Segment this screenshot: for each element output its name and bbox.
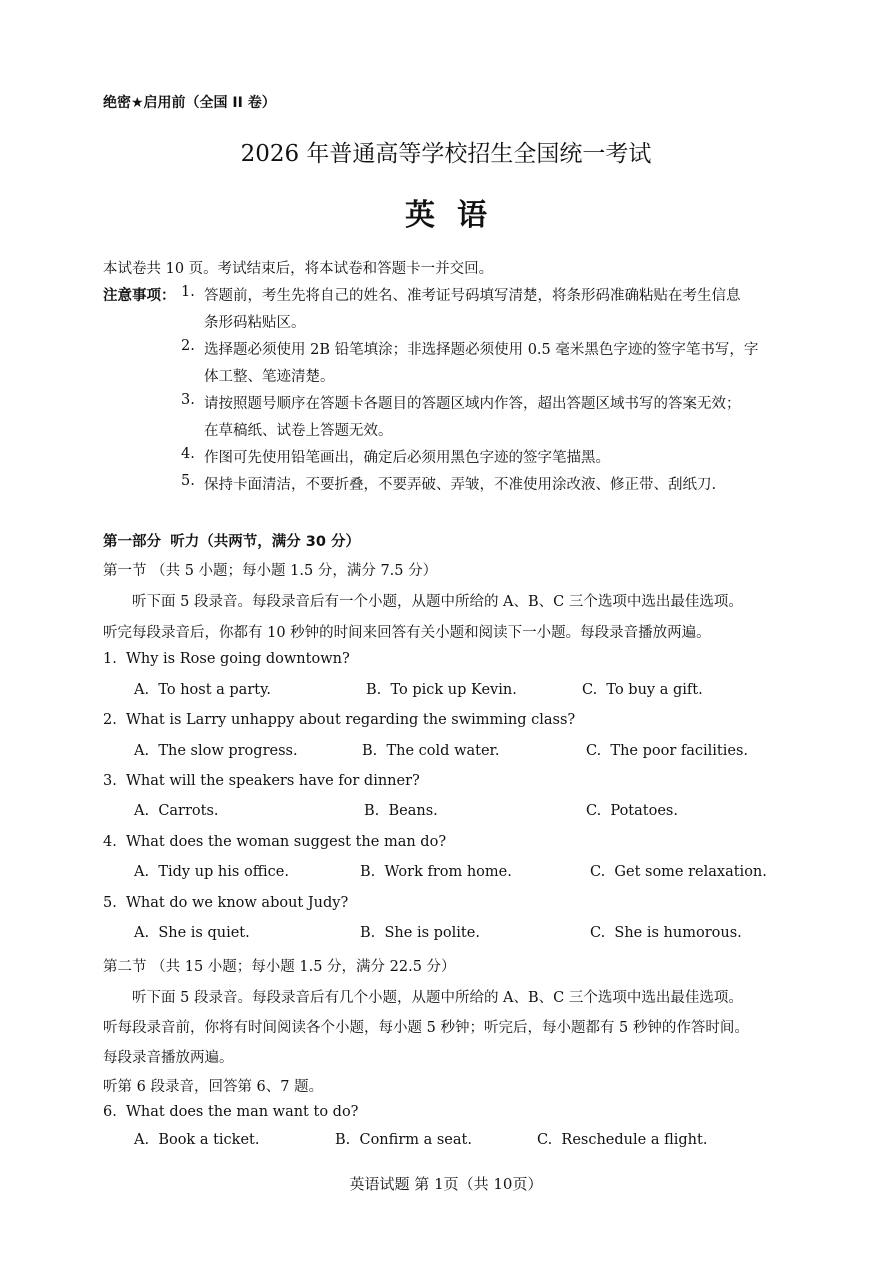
intro-text: 本试卷共 10 页。考试结束后，将本试卷和答题卡一并交回。 [103, 261, 494, 277]
q2-option-c[interactable] [586, 743, 748, 759]
q4-option-c-text: Get some relaxation. [614, 864, 767, 880]
q2-option-b[interactable] [362, 743, 499, 759]
q5-option-b-letter: B. [360, 925, 376, 941]
q2-option-b-text: The cold water. [386, 743, 500, 759]
q1-option-c[interactable] [582, 682, 703, 698]
q6-option-b-text: Confirm a seat. [359, 1132, 472, 1148]
section2-instruction-2: 听每段录音前，你将有时间阅读各个小题，每小题 5 秒钟；听完后，每小题都有 5 秒钟的作答时间。 [103, 1020, 749, 1036]
q6-option-b[interactable] [335, 1132, 472, 1148]
q1-option-a-letter: A. [134, 682, 150, 698]
q4-option-b-letter: B. [360, 864, 376, 880]
q6-option-c-text: Reschedule a flight. [561, 1132, 708, 1148]
note-2-line-1: 选择题必须使用 2B 铅笔填涂；非选择题必须使用 0.5 毫米黑色字迹的签字笔书写，字 [204, 342, 759, 358]
question-3-num: 3. [103, 773, 117, 789]
q5-option-c[interactable] [590, 925, 742, 941]
q3-option-a-letter: A. [134, 803, 150, 819]
page-footer: 英语试题 第 1页（共 10页） [349, 1175, 543, 1193]
q3-option-b[interactable] [364, 803, 438, 819]
question-6-text: What does the man want to do? [126, 1104, 359, 1120]
q5-option-a-text: She is quiet. [158, 925, 250, 941]
question-4-text: What does the woman suggest the man do? [126, 834, 447, 850]
note-1-num: 1. [181, 284, 195, 300]
section2-heading: 第二节 （共 15 小题；每小题 1.5 分，满分 22.5 分） [103, 959, 456, 975]
q5-option-c-letter: C. [590, 925, 606, 941]
q3-option-a[interactable] [134, 803, 219, 819]
note-1-line-1: 答题前，考生先将自己的姓名、准考证号码填写清楚，将条形码准确粘贴在考生信息 [204, 288, 741, 304]
note-2-line-2: 体工整、笔迹清楚。 [204, 369, 335, 385]
section1-instruction-1: 听下面 5 段录音。每段录音后有一个小题，从题中所给的 A、B、C 三个选项中选出最佳选项。 [132, 594, 743, 610]
part1-heading-rest: 听力（共两节，满分 30 分） [170, 534, 360, 550]
note-4-line-1: 作图可先使用铅笔画出，确定后必须用黑色字迹的签字笔描黑。 [204, 450, 610, 466]
note-2-num: 2. [181, 338, 195, 354]
part1-heading-label: 第一部分 [103, 534, 161, 550]
exam-title: 2026 年普通高等学校招生全国统一考试 [240, 141, 652, 167]
q4-option-a-text: Tidy up his office. [158, 864, 289, 880]
note-4-num: 4. [181, 446, 195, 462]
q6-option-a-text: Book a ticket. [158, 1132, 260, 1148]
q1-option-c-text: To buy a gift. [606, 682, 703, 698]
q3-option-c[interactable] [586, 803, 678, 819]
note-3-line-2: 在草稿纸、试卷上答题无效。 [204, 423, 393, 439]
q1-option-c-letter: C. [582, 682, 598, 698]
q4-option-c-letter: C. [590, 864, 606, 880]
subject-title: 英语 [405, 198, 509, 233]
q4-option-a-letter: A. [134, 864, 150, 880]
q1-option-a[interactable] [134, 682, 271, 698]
question-1-text: Why is Rose going downtown? [126, 651, 350, 667]
notes-label: 注意事项： [103, 288, 176, 304]
q4-option-a[interactable] [134, 864, 289, 880]
q2-option-b-letter: B. [362, 743, 378, 759]
q5-option-c-text: She is humorous. [614, 925, 742, 941]
q2-option-a-letter: A. [134, 743, 150, 759]
question-2-num: 2. [103, 712, 117, 728]
q4-option-b[interactable] [360, 864, 512, 880]
q3-option-c-text: Potatoes. [610, 803, 678, 819]
section1-instruction-2: 听完每段录音后，你都有 10 秒钟的时间来回答有关小题和阅读下一小题。每段录音播放两遍。 [103, 625, 711, 641]
q5-option-a-letter: A. [134, 925, 150, 941]
section1-heading: 第一节 （共 5 小题；每小题 1.5 分，满分 7.5 分） [103, 563, 438, 579]
segment-6-instruction: 听第 6 段录音，回答第 6、7 题。 [103, 1079, 324, 1095]
note-1-line-2: 条形码粘贴区。 [204, 315, 306, 331]
section2-instruction-1: 听下面 5 段录音。每段录音后有几个小题，从题中所给的 A、B、C 三个选项中选出最佳选项。 [132, 990, 743, 1006]
q5-option-b-text: She is polite. [384, 925, 480, 941]
question-2-text: What is Larry unhappy about regarding the swimming class? [126, 712, 576, 728]
question-3-text: What will the speakers have for dinner? [126, 773, 420, 789]
q1-option-b[interactable] [366, 682, 517, 698]
q2-option-a[interactable] [134, 743, 298, 759]
question-6-num: 6. [103, 1104, 117, 1120]
q2-option-c-text: The poor facilities. [610, 743, 749, 759]
q6-option-c[interactable] [537, 1132, 707, 1148]
q6-option-a-letter: A. [134, 1132, 150, 1148]
q6-option-a[interactable] [134, 1132, 259, 1148]
note-3-line-1: 请按照题号顺序在答题卡各题目的答题区域内作答，超出答题区域书写的答案无效； [204, 396, 741, 412]
note-3-num: 3. [181, 392, 195, 408]
q5-option-a[interactable] [134, 925, 250, 941]
q1-option-b-letter: B. [366, 682, 382, 698]
q2-option-c-letter: C. [586, 743, 602, 759]
q3-option-b-text: Beans. [388, 803, 438, 819]
q2-option-a-text: The slow progress. [158, 743, 298, 759]
q4-option-b-text: Work from home. [384, 864, 512, 880]
confidential-mark: 绝密★启用前（全国 II 卷） [103, 95, 276, 111]
q6-option-b-letter: B. [335, 1132, 351, 1148]
q3-option-b-letter: B. [364, 803, 380, 819]
note-5-num: 5. [181, 473, 195, 489]
question-5-num: 5. [103, 895, 117, 911]
question-4-num: 4. [103, 834, 117, 850]
section2-instruction-3: 每段录音播放两遍。 [103, 1050, 234, 1066]
q4-option-c[interactable] [590, 864, 767, 880]
question-5-text: What do we know about Judy? [126, 895, 349, 911]
q6-option-c-letter: C. [537, 1132, 553, 1148]
part1-heading [103, 530, 360, 551]
q3-option-c-letter: C. [586, 803, 602, 819]
question-1-num: 1. [103, 651, 117, 667]
q3-option-a-text: Carrots. [158, 803, 219, 819]
note-5-line-1: 保持卡面清洁，不要折叠，不要弄破、弄皱，不准使用涂改液、修正带、刮纸刀. [204, 477, 717, 493]
q1-option-b-text: To pick up Kevin. [390, 682, 517, 698]
q5-option-b[interactable] [360, 925, 480, 941]
q1-option-a-text: To host a party. [158, 682, 271, 698]
